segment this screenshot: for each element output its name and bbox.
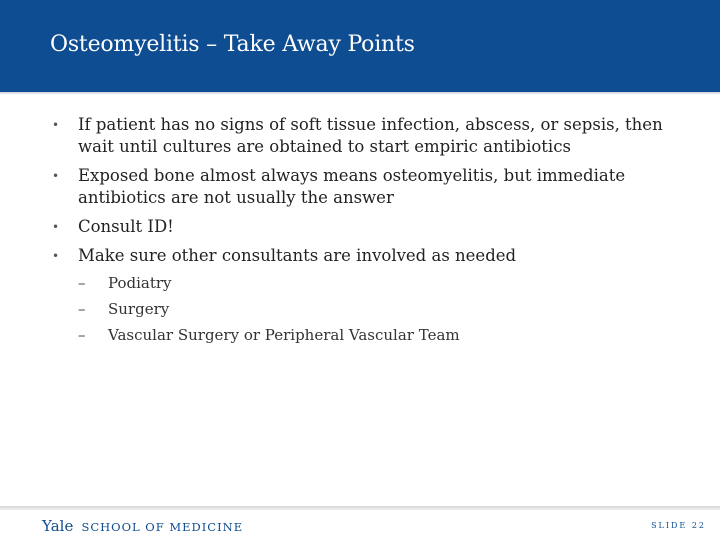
bullet-text: Make sure other consultants are involved as needed — [78, 246, 517, 265]
bullet-text: Exposed bone almost always means osteomyelitis, but immediate antibiotics are not usually the answer — [78, 166, 626, 207]
bullet-item — [52, 216, 692, 238]
sub-bullet-text: Podiatry — [108, 274, 172, 292]
bullet-icon: • — [52, 118, 60, 132]
slide-body — [52, 114, 692, 355]
bullet-icon: • — [52, 249, 60, 263]
bullet-item — [52, 165, 692, 209]
bullet-text: Consult ID! — [78, 217, 174, 236]
bullet-list — [52, 114, 692, 348]
slide-number: SLIDE 22 — [651, 521, 706, 530]
header-divider — [0, 92, 720, 95]
logo-school: SCHOOL OF MEDICINE — [81, 520, 244, 534]
sub-bullet-list — [78, 270, 692, 348]
sub-bullet-item — [78, 322, 692, 348]
yale-logo — [42, 516, 243, 535]
dash-icon: – — [78, 300, 86, 318]
bullet-icon: • — [52, 220, 60, 234]
sub-bullet-text: Surgery — [108, 300, 170, 318]
bullet-icon: • — [52, 169, 60, 183]
sub-bullet-text: Vascular Surgery or Peripheral Vascular Team — [108, 326, 460, 344]
bullet-item — [52, 114, 692, 158]
bullet-item — [52, 245, 692, 348]
dash-icon: – — [78, 274, 86, 292]
slide-title: Osteomyelitis – Take Away Points — [50, 32, 415, 57]
footer-divider — [0, 506, 720, 510]
bullet-text: If patient has no signs of soft tissue infection, abscess, or sepsis, then wait until cultures are obtained to start empiric antibiotics — [78, 115, 663, 156]
logo-name: Yale — [42, 517, 74, 535]
dash-icon: – — [78, 326, 86, 344]
sub-bullet-item — [78, 296, 692, 322]
sub-bullet-item — [78, 270, 692, 296]
